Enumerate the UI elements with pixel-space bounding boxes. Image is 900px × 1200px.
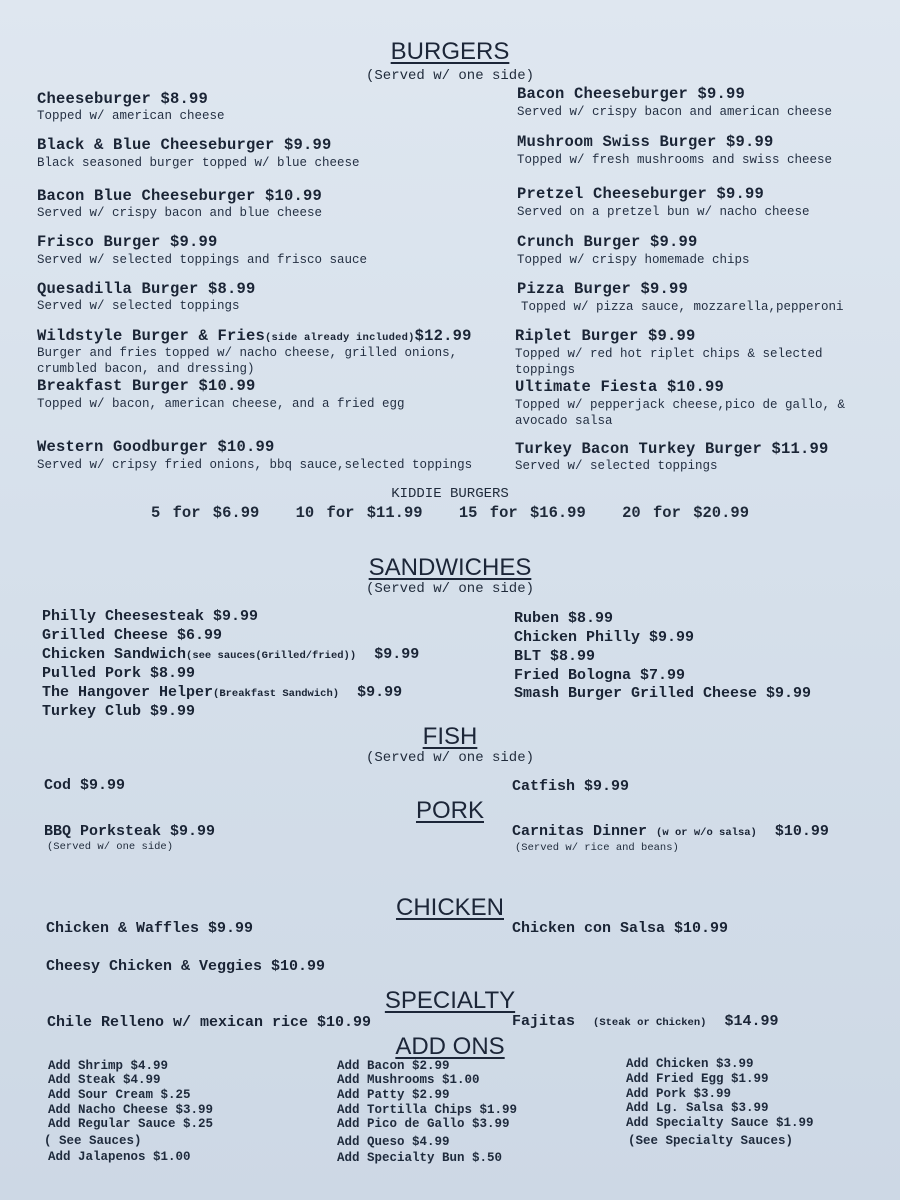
addons-heading: ADD ONS bbox=[395, 1033, 505, 1060]
sandwich-note: (see sauces(Grilled/fried)) bbox=[186, 650, 357, 662]
pork-item: BBQ Porksteak $9.99 bbox=[44, 823, 216, 840]
sandwich-item: Ruben $8.99 bbox=[514, 610, 614, 627]
kiddie-burgers-title: KIDDIE BURGERS bbox=[391, 486, 509, 502]
burger-desc: Topped w/ red hot riplet chips & selected toppings bbox=[515, 347, 823, 377]
addon-item: Add Sour Cream $.25 bbox=[48, 1088, 191, 1102]
addon-item: Add Fried Egg $1.99 bbox=[626, 1072, 769, 1086]
fish-note: (Served w/ one side) bbox=[365, 750, 535, 766]
addon-item: Add Specialty Bun $.50 bbox=[337, 1151, 503, 1165]
burger-name: Pretzel Cheeseburger $9.99 bbox=[517, 185, 765, 203]
burger-name: Ultimate Fiesta $10.99 bbox=[515, 378, 725, 396]
sandwich-item: Fried Bologna $7.99 bbox=[514, 667, 686, 684]
burger-name: Frisco Burger $9.99 bbox=[37, 233, 218, 251]
sandwich-item: Smash Burger Grilled Cheese $9.99 bbox=[514, 685, 812, 702]
sandwich-item-hangover bbox=[42, 684, 402, 701]
burger-name: Cheeseburger $8.99 bbox=[37, 90, 209, 108]
kiddie-burgers-prices bbox=[0, 504, 900, 522]
addon-item: Add Patty $2.99 bbox=[337, 1088, 450, 1102]
fish-item: Cod $9.99 bbox=[44, 777, 126, 794]
addon-item: Add Lg. Salsa $3.99 bbox=[626, 1101, 769, 1115]
burger-desc: Topped w/ fresh mushrooms and swiss cheese bbox=[517, 153, 833, 167]
chicken-item: Cheesy Chicken & Veggies $10.99 bbox=[46, 958, 326, 975]
kiddie-price: 15 for $16.99 bbox=[458, 504, 586, 522]
specialty-price: $14.99 bbox=[724, 1013, 779, 1030]
burger-name-wildstyle bbox=[37, 327, 472, 345]
pork-item-carnitas bbox=[512, 823, 829, 840]
sandwich-item: Philly Cheesesteak $9.99 bbox=[42, 608, 259, 625]
sandwich-price: $9.99 bbox=[374, 646, 420, 663]
sandwich-item: Pulled Pork $8.99 bbox=[42, 665, 196, 682]
addon-item: Add Nacho Cheese $3.99 bbox=[48, 1103, 214, 1117]
burger-desc: Served w/ selected toppings bbox=[37, 299, 240, 313]
burger-desc: Served w/ crispy bacon and american cheese bbox=[517, 105, 833, 119]
fish-heading: FISH bbox=[422, 723, 478, 750]
burgers-heading: BURGERS bbox=[390, 38, 510, 65]
burger-desc: Topped w/ pizza sauce, mozzarella,pepperoni bbox=[521, 300, 844, 314]
burger-desc: Topped w/ pepperjack cheese,pico de gallo, & avocado salsa bbox=[515, 398, 846, 428]
burger-name: Crunch Burger $9.99 bbox=[517, 233, 698, 251]
burger-name-note: (side already included) bbox=[265, 332, 415, 344]
burger-desc: Topped w/ bacon, american cheese, and a fried egg bbox=[37, 397, 405, 411]
burger-desc: Topped w/ american cheese bbox=[37, 109, 225, 123]
chicken-item: Chicken con Salsa $10.99 bbox=[512, 920, 729, 937]
specialty-note: (Steak or Chicken) bbox=[593, 1017, 707, 1029]
pork-heading: PORK bbox=[415, 797, 484, 824]
addon-item: (See Specialty Sauces) bbox=[628, 1134, 794, 1148]
burger-name: Turkey Bacon Turkey Burger $11.99 bbox=[515, 440, 829, 458]
specialty-name: Fajitas bbox=[512, 1013, 576, 1030]
burgers-note: (Served w/ one side) bbox=[365, 68, 535, 84]
burger-name: Western Goodburger $10.99 bbox=[37, 438, 275, 456]
addon-item: Add Regular Sauce $.25 bbox=[48, 1117, 214, 1131]
burger-name: Black & Blue Cheeseburger $9.99 bbox=[37, 136, 332, 154]
specialty-item-fajitas bbox=[512, 1013, 778, 1030]
fish-item: Catfish $9.99 bbox=[512, 778, 630, 795]
addon-item: Add Steak $4.99 bbox=[48, 1073, 161, 1087]
chicken-heading: CHICKEN bbox=[395, 894, 504, 921]
sandwich-item: Chicken Philly $9.99 bbox=[514, 629, 695, 646]
burger-desc: Served w/ crispy bacon and blue cheese bbox=[37, 206, 323, 220]
pork-item-note: (Served w/ one side) bbox=[47, 841, 174, 853]
burger-desc: Topped w/ crispy homemade chips bbox=[517, 253, 750, 267]
burger-desc: Served w/ selected toppings bbox=[515, 459, 718, 473]
sandwich-price: $9.99 bbox=[357, 684, 403, 701]
addon-item: Add Chicken $3.99 bbox=[626, 1057, 754, 1071]
burger-name: Pizza Burger $9.99 bbox=[517, 280, 689, 298]
sandwich-item-chicken bbox=[42, 646, 419, 663]
burger-name: Bacon Blue Cheeseburger $10.99 bbox=[37, 187, 323, 205]
sandwich-name: Chicken Sandwich bbox=[42, 646, 187, 663]
specialty-heading: SPECIALTY bbox=[384, 987, 516, 1014]
burger-desc: Served on a pretzel bun w/ nacho cheese bbox=[517, 205, 810, 219]
addon-item: Add Jalapenos $1.00 bbox=[48, 1150, 191, 1164]
addon-item: Add Pork $3.99 bbox=[626, 1087, 732, 1101]
pork-inline-note: (w or w/o salsa) bbox=[656, 827, 757, 839]
burger-name: Quesadilla Burger $8.99 bbox=[37, 280, 256, 298]
sandwich-item: Grilled Cheese $6.99 bbox=[42, 627, 223, 644]
kiddie-price: 10 for $11.99 bbox=[295, 504, 423, 522]
burger-desc: Served w/ cripsy fried onions, bbq sauce,selected toppings bbox=[37, 458, 473, 472]
pork-name: Carnitas Dinner bbox=[512, 823, 648, 840]
addon-item: Add Mushrooms $1.00 bbox=[337, 1073, 480, 1087]
sandwich-note: (Breakfast Sandwich) bbox=[213, 688, 340, 700]
sandwich-item: BLT $8.99 bbox=[514, 648, 596, 665]
pork-price: $10.99 bbox=[774, 823, 829, 840]
burger-desc: Served w/ selected toppings and frisco sauce bbox=[37, 253, 368, 267]
burger-price: $12.99 bbox=[414, 327, 472, 345]
kiddie-price: 5 for $6.99 bbox=[150, 504, 260, 522]
burger-desc: Black seasoned burger topped w/ blue cheese bbox=[37, 156, 360, 170]
burger-name: Mushroom Swiss Burger $9.99 bbox=[517, 133, 774, 151]
chicken-item: Chicken & Waffles $9.99 bbox=[46, 920, 254, 937]
burger-name: Breakfast Burger $10.99 bbox=[37, 377, 256, 395]
addon-item: Add Pico de Gallo $3.99 bbox=[337, 1117, 510, 1131]
addon-item: Add Specialty Sauce $1.99 bbox=[626, 1116, 814, 1130]
pork-item-note: (Served w/ rice and beans) bbox=[515, 842, 679, 854]
sandwich-item: Turkey Club $9.99 bbox=[42, 703, 196, 720]
sandwiches-note: (Served w/ one side) bbox=[365, 581, 535, 597]
addon-item: Add Shrimp $4.99 bbox=[48, 1059, 169, 1073]
burger-name: Bacon Cheeseburger $9.99 bbox=[517, 85, 746, 103]
addon-item: Add Queso $4.99 bbox=[337, 1135, 450, 1149]
burger-desc: Burger and fries topped w/ nacho cheese, grilled onions, crumbled bacon, and dressing) bbox=[37, 346, 458, 376]
addon-item: Add Bacon $2.99 bbox=[337, 1059, 450, 1073]
specialty-item: Chile Relleno w/ mexican rice $10.99 bbox=[47, 1014, 372, 1031]
kiddie-price: 20 for $20.99 bbox=[622, 504, 750, 522]
burger-name: Riplet Burger $9.99 bbox=[515, 327, 696, 345]
addon-item: ( See Sauces) bbox=[44, 1134, 142, 1148]
burger-name: Wildstyle Burger & Fries bbox=[37, 327, 266, 345]
sandwiches-heading: SANDWICHES bbox=[368, 554, 532, 581]
sandwich-name: The Hangover Helper bbox=[42, 684, 214, 701]
addon-item: Add Tortilla Chips $1.99 bbox=[337, 1103, 518, 1117]
